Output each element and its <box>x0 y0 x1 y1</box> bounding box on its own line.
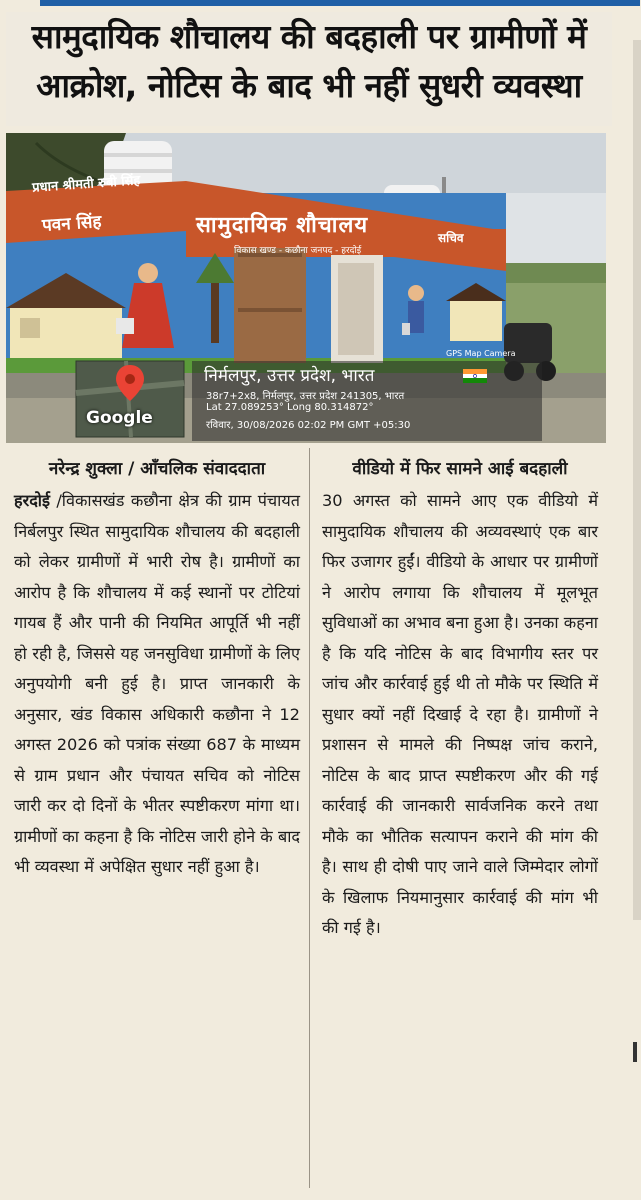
left-article-body <box>14 486 300 883</box>
board-pradhan-text: प्रधान श्रीमती रुबी सिंह <box>31 173 141 196</box>
dateline: हरदोई <box>14 491 50 510</box>
left-column <box>14 448 300 883</box>
headline-line-1: सामुदायिक शौचालय की बदहाली पर ग्रामीणों में <box>31 17 587 56</box>
left-body-text: /विकासखंड कछौना क्षेत्र की ग्राम पंचायत निर्बलपुर स्थित सामुदायिक शौचालय की बदहाली को लेकर ग्रामीणों में भारी रोष है। ग्रामीणों का आरोप है कि शौचालय में कई स्थानों पर टोटियां गायब हैं और पानी की नियमित आपूर्ति भी नहीं हो रही है, जिससे यह जनसुविधा ग्रामीणों के लिए अनुपयोगी बनी हुई है। प्राप्त जानकारी के अनुसार, खंड विकास अधिकारी कछौना ने 12 अगस्त 2026 को पत्रांक संख्या 687 के माध्यम से ग्राम प्रधान और पंचायत सचिव को नोटिस जारी कर दो दिनों के भीतर स्पष्टीकरण मांगा था। ग्रामीणों का कहना है कि नोटिस जारी होने के बाद भी व्यवस्था में अपेक्षित सुधार नहीं हुआ है। <box>14 491 300 876</box>
google-watermark: Google <box>86 408 153 428</box>
news-photo <box>6 133 606 443</box>
page-edge-mark <box>633 1042 637 1062</box>
gps-camera-label: GPS Map Camera <box>446 349 516 358</box>
india-flag-icon <box>463 369 487 383</box>
subheading: वीडियो में फिर सामने आई बदहाली <box>352 459 568 479</box>
headline <box>6 12 612 126</box>
top-color-bar <box>40 0 640 6</box>
photo-text-layer <box>6 133 606 443</box>
byline: नरेन्द्र शुक्ला / आँचलिक संवाददाता <box>48 459 266 479</box>
board-secretary-text: सचिव <box>438 231 464 245</box>
board-subtitle-text: विकास खण्ड - कछौना जनपद - हरदोई <box>234 246 362 256</box>
board-name-text: पवन सिंह <box>41 211 103 237</box>
geotag-latlong: Lat 27.089253° Long 80.314872° <box>206 402 374 413</box>
right-column <box>322 448 598 944</box>
geotag-location-title: निर्मलपुर, उत्तर प्रदेश, भारत <box>204 366 375 386</box>
geotag-address: 38r7+2x8, निर्मलपुर, उत्तर प्रदेश 241305, भारत <box>206 391 405 402</box>
board-title-text: सामुदायिक शौचालय <box>196 213 369 238</box>
right-article-body: 30 अगस्त को सामने आए एक वीडियो में सामुदायिक शौचालय की अव्यवस्थाएं एक बार फिर उजागर हुईं। वीडियो के आधार पर ग्रामीणों ने आरोप लगाया कि शौचालय में मूलभूत सुविधाओं का अभाव बना हुआ है। उनका कहना है कि यदि नोटिस के बाद विभागीय स्तर पर जांच और कार्रवाई हुई थी तो मौके पर स्थिति में सुधार क्यों नहीं दिखाई दे रहा है। ग्रामीणों ने प्रशासन से मामले की निष्पक्ष जांच कराने, नोटिस के बाद प्राप्त स्पष्टीकरण और की गई कार्रवाई की जानकारी सार्वजनिक करने तथा मौके का भौतिक सत्यापन कराने की मांग की है। साथ ही दोषी पाए जाने वाले जिम्मेदार लोगों के खिलाफ नियमानुसार कार्रवाई की मांग भी की गई है। <box>322 491 598 937</box>
adjacent-page-edge <box>633 40 641 920</box>
column-divider <box>309 448 310 1188</box>
headline-line-2: आक्रोश, नोटिस के बाद भी नहीं सुधरी व्यवस्था <box>36 66 582 105</box>
geotag-datetime: रविवार, 30/08/2026 02:02 PM GMT +05:30 <box>206 420 411 431</box>
